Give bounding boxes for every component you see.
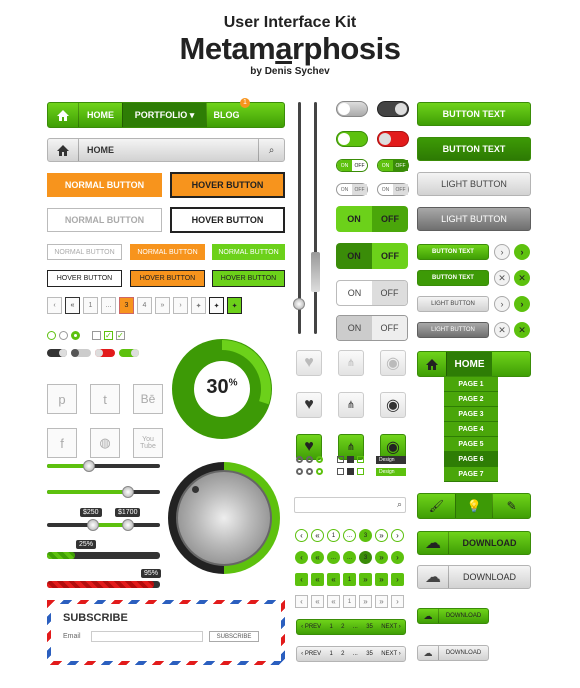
- tool-bar: [417, 493, 531, 519]
- prev-link[interactable]: ‹ PREV: [301, 624, 322, 630]
- eye-icon[interactable]: ◉: [380, 434, 406, 460]
- chevron-right-icon[interactable]: ›: [514, 296, 530, 312]
- light-button-small[interactable]: LIGHT BUTTON: [417, 296, 489, 312]
- notification-badge: 1: [240, 98, 250, 108]
- brush-icon[interactable]: 🖌: [428, 499, 444, 513]
- button-text[interactable]: BUTTON TEXT: [417, 102, 531, 126]
- mini-switch[interactable]: [95, 349, 115, 357]
- nav-portfolio[interactable]: PORTFOLIO ▾: [122, 103, 206, 127]
- main-nav: [47, 102, 285, 128]
- home-icon[interactable]: [48, 139, 78, 161]
- prev-arrow-icon[interactable]: ‹: [295, 595, 308, 608]
- price-tag: $1700: [115, 508, 140, 517]
- last-page-icon[interactable]: »: [375, 595, 388, 608]
- page-item[interactable]: 1: [343, 573, 356, 586]
- radio-row: [296, 468, 323, 475]
- normal-button-orange[interactable]: NORMAL BUTTON: [47, 173, 162, 197]
- twitter-icon[interactable]: t: [90, 384, 120, 414]
- prev-next-pager: ‹ PREV 1 2 ... 35 NEXT ›: [296, 646, 406, 662]
- share-icon[interactable]: ⋔: [338, 392, 364, 418]
- pagination: [47, 297, 242, 314]
- progress-tag: 95%: [141, 569, 161, 578]
- prev-arrow-icon[interactable]: ‹: [295, 551, 308, 564]
- home-icon[interactable]: [418, 352, 446, 376]
- range-slider[interactable]: [47, 523, 160, 527]
- toggle-switch[interactable]: [377, 101, 409, 117]
- heart-icon[interactable]: ♥: [296, 434, 322, 460]
- heart-icon[interactable]: ♥: [296, 392, 322, 418]
- button-text-small[interactable]: BUTTON TEXT: [417, 270, 489, 286]
- page-item-active[interactable]: 3: [119, 297, 134, 314]
- prev-arrow-icon[interactable]: ‹: [47, 297, 62, 314]
- square-pagination: [295, 573, 404, 586]
- next-arrow-icon[interactable]: ›: [391, 551, 404, 564]
- prev-arrow-icon[interactable]: ‹: [295, 573, 308, 586]
- donut-value: 30%: [206, 376, 238, 398]
- on-off-toggle[interactable]: ON OFF: [336, 206, 408, 232]
- header: [0, 14, 580, 77]
- page-link[interactable]: 35: [366, 651, 373, 657]
- vertical-slider[interactable]: [298, 102, 301, 334]
- square-pagination: [295, 595, 404, 608]
- prev-arrow-icon[interactable]: ‹: [295, 529, 308, 542]
- radio-button[interactable]: [47, 331, 56, 340]
- social-grid: [47, 384, 163, 458]
- page-link[interactable]: 2: [341, 624, 345, 630]
- tag-design[interactable]: Design: [376, 468, 406, 476]
- next-link[interactable]: NEXT ›: [381, 651, 401, 657]
- menu-item[interactable]: PAGE 1: [444, 377, 498, 392]
- page-item[interactable]: ...: [343, 529, 356, 542]
- download-button[interactable]: ☁ DOWNLOAD: [417, 565, 531, 589]
- price-tag: $250: [80, 508, 102, 517]
- last-page-icon[interactable]: »: [375, 551, 388, 564]
- email-field[interactable]: [91, 631, 203, 642]
- page-item[interactable]: ...: [343, 551, 356, 564]
- on-off-toggle[interactable]: ON OFF: [336, 315, 408, 341]
- share-icon[interactable]: ⋔: [338, 350, 364, 376]
- mini-switch[interactable]: [47, 349, 67, 357]
- normal-button-small-outline[interactable]: NORMAL BUTTON: [47, 244, 122, 260]
- close-icon[interactable]: ✕: [494, 270, 510, 286]
- youtube-icon[interactable]: You Tube: [133, 428, 163, 458]
- subscribe-button[interactable]: SUBSCRIBE: [209, 631, 259, 642]
- last-page-icon[interactable]: »: [359, 595, 372, 608]
- secondary-nav: [47, 138, 285, 162]
- cloud-icon: ☁: [423, 647, 433, 658]
- radio-button[interactable]: [59, 331, 68, 340]
- page-item-active[interactable]: 3: [359, 529, 372, 542]
- radio-button-checked[interactable]: [71, 331, 80, 340]
- page-item[interactable]: 1: [343, 595, 356, 608]
- subscribe-title: SUBSCRIBE: [63, 612, 128, 624]
- circle-pagination: [295, 551, 404, 564]
- pin-icon[interactable]: ✦: [191, 297, 206, 314]
- prev-next-pager: ‹ PREV 1 2 ... 35 NEXT ›: [296, 619, 406, 635]
- checkbox-checked[interactable]: ✓: [117, 331, 124, 340]
- page-title: Metamarphosis: [179, 31, 401, 66]
- volume-knob[interactable]: [168, 462, 280, 574]
- last-page-icon[interactable]: »: [155, 297, 170, 314]
- hover-button-orange[interactable]: HOVER BUTTON: [170, 172, 285, 198]
- on-off-mini[interactable]: ON OFF: [377, 159, 409, 172]
- last-page-icon[interactable]: »: [375, 573, 388, 586]
- next-link[interactable]: NEXT ›: [381, 624, 401, 630]
- icon-button-grid: [296, 350, 406, 460]
- search-icon: ⌕: [396, 499, 402, 509]
- dropdown-menu-header: [417, 351, 531, 377]
- mini-switches: [47, 349, 139, 357]
- share-icon[interactable]: ⋔: [338, 434, 364, 460]
- last-page-icon[interactable]: »: [359, 573, 372, 586]
- last-page-icon[interactable]: »: [375, 529, 388, 542]
- eye-icon[interactable]: ◉: [380, 392, 406, 418]
- on-off-mini[interactable]: ON OFF: [377, 183, 409, 196]
- facebook-icon[interactable]: f: [47, 428, 77, 458]
- menu-item[interactable]: PAGE 5: [444, 437, 498, 452]
- light-button-small[interactable]: LIGHT BUTTON: [417, 322, 489, 338]
- page-link[interactable]: 35: [366, 624, 373, 630]
- progress-bar-red: [47, 581, 160, 588]
- radio-check-group: [47, 331, 125, 340]
- progress-tag: 25%: [76, 540, 96, 549]
- dropdown-menu: [444, 377, 498, 482]
- behance-icon[interactable]: Bē: [133, 384, 163, 414]
- first-page-icon[interactable]: «: [311, 551, 324, 564]
- download-button-small[interactable]: ☁ DOWNLOAD: [417, 645, 489, 661]
- nav-home[interactable]: HOME: [78, 103, 122, 127]
- normal-button-small-orange[interactable]: NORMAL BUTTON: [130, 244, 205, 260]
- email-label: Email: [63, 633, 81, 640]
- on-off-toggle[interactable]: ON OFF: [336, 280, 408, 306]
- toggle-switch[interactable]: [336, 131, 368, 147]
- pin-icon[interactable]: ✦: [227, 297, 242, 314]
- eye-icon[interactable]: ◉: [380, 350, 406, 376]
- slider-1[interactable]: [47, 464, 160, 468]
- search-input[interactable]: [294, 497, 406, 513]
- menu-item[interactable]: PAGE 6: [444, 452, 498, 467]
- cloud-icon: ☁: [425, 569, 441, 586]
- mini-switch[interactable]: [119, 349, 139, 357]
- next-arrow-icon[interactable]: ›: [391, 595, 404, 608]
- first-page-icon[interactable]: «: [65, 297, 80, 314]
- checkbox-checked[interactable]: ✓: [105, 331, 112, 340]
- page-item[interactable]: 1: [83, 297, 98, 314]
- tag-design[interactable]: Design: [376, 456, 406, 464]
- menu-item[interactable]: PAGE 3: [444, 407, 498, 422]
- close-icon[interactable]: ✕: [514, 270, 530, 286]
- toggle-switch[interactable]: [336, 101, 368, 117]
- hover-button-small-outline[interactable]: HOVER BUTTON: [47, 270, 122, 287]
- page-item[interactable]: 1: [327, 529, 340, 542]
- on-off-mini[interactable]: ON OFF: [336, 159, 368, 172]
- checkbox[interactable]: [92, 331, 101, 340]
- first-page-icon[interactable]: «: [327, 595, 340, 608]
- lightbulb-icon[interactable]: 💡: [455, 494, 493, 518]
- author: by Denis Sychev: [250, 66, 330, 77]
- pencil-icon[interactable]: ✎: [492, 494, 530, 518]
- chevron-right-icon[interactable]: ›: [494, 244, 510, 260]
- prev-link[interactable]: ‹ PREV: [301, 651, 322, 657]
- page-item[interactable]: 4: [137, 297, 152, 314]
- pinterest-icon[interactable]: p: [47, 384, 77, 414]
- normal-button-small-green[interactable]: NORMAL BUTTON: [212, 244, 285, 260]
- first-page-icon[interactable]: «: [311, 573, 324, 586]
- search-icon[interactable]: ⌕: [258, 139, 284, 161]
- kit-title: User Interface Kit: [223, 14, 357, 31]
- home-icon[interactable]: [48, 103, 78, 127]
- download-button[interactable]: ☁ DOWNLOAD: [417, 531, 531, 555]
- slider-2[interactable]: [47, 490, 160, 494]
- menu-item[interactable]: PAGE 7: [444, 467, 498, 482]
- circle-pagination: [295, 529, 404, 542]
- cloud-icon: ☁: [423, 610, 433, 621]
- next-arrow-icon[interactable]: ›: [173, 297, 188, 314]
- first-page-icon[interactable]: «: [327, 573, 340, 586]
- menu-item[interactable]: PAGE 2: [444, 392, 498, 407]
- next-arrow-icon[interactable]: ›: [391, 573, 404, 586]
- on-off-toggle[interactable]: ON OFF: [336, 243, 408, 269]
- button-text-hover[interactable]: BUTTON TEXT: [417, 137, 531, 161]
- close-icon[interactable]: ✕: [514, 322, 530, 338]
- toggle-switch[interactable]: [377, 131, 409, 147]
- light-button[interactable]: LIGHT BUTTON: [417, 172, 531, 196]
- hover-button-outline[interactable]: HOVER BUTTON: [170, 207, 285, 233]
- on-off-mini[interactable]: ON OFF: [336, 183, 368, 196]
- menu-item[interactable]: PAGE 4: [444, 422, 498, 437]
- mini-switch[interactable]: [71, 349, 91, 357]
- menu-home[interactable]: HOME: [446, 352, 492, 376]
- hover-button-small-orange[interactable]: HOVER BUTTON: [130, 270, 205, 287]
- button-text-small[interactable]: BUTTON TEXT: [417, 244, 489, 260]
- page-link[interactable]: 1: [329, 651, 333, 657]
- checkbox-row: [337, 468, 364, 475]
- light-button-hover[interactable]: LIGHT BUTTON: [417, 207, 531, 231]
- page-item[interactable]: ...: [327, 551, 340, 564]
- cloud-icon: ☁: [425, 535, 441, 552]
- normal-button-outline[interactable]: NORMAL BUTTON: [47, 208, 162, 232]
- heart-icon[interactable]: ♥: [296, 350, 322, 376]
- checkbox-row: [337, 456, 364, 463]
- progress-bar-green: [47, 552, 160, 559]
- chevron-right-icon[interactable]: ›: [514, 244, 530, 260]
- page-item-active[interactable]: 3: [359, 551, 372, 564]
- dribbble-icon[interactable]: ◍: [90, 428, 120, 458]
- subscribe-card: [47, 600, 285, 665]
- next-arrow-icon[interactable]: ›: [391, 529, 404, 542]
- first-page-icon[interactable]: «: [311, 529, 324, 542]
- nav-blog[interactable]: BLOG: [206, 103, 246, 127]
- nav-home[interactable]: HOME: [78, 139, 122, 161]
- hover-button-small-green[interactable]: HOVER BUTTON: [212, 270, 285, 287]
- chevron-right-icon[interactable]: ›: [494, 296, 510, 312]
- page-item[interactable]: ...: [101, 297, 116, 314]
- close-icon[interactable]: ✕: [494, 322, 510, 338]
- page-link[interactable]: 2: [341, 651, 345, 657]
- radio-row: [296, 456, 323, 463]
- pin-icon[interactable]: ✦: [209, 297, 224, 314]
- page-link[interactable]: 1: [329, 624, 333, 630]
- first-page-icon[interactable]: «: [311, 595, 324, 608]
- download-button-small[interactable]: ☁ DOWNLOAD: [417, 608, 489, 624]
- vertical-slider[interactable]: [314, 102, 317, 334]
